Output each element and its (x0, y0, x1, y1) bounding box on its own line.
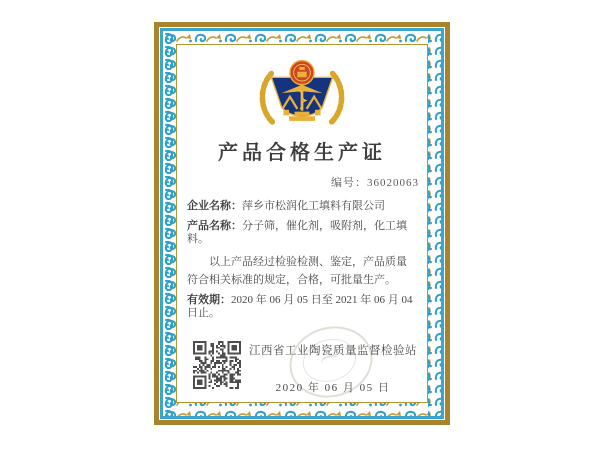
ornament-border-band (163, 31, 441, 416)
serial-number: 36020063 (367, 177, 419, 189)
issuer-name: 江西省工业陶瓷质量监督检验站 (249, 345, 417, 357)
serial-number-row (177, 174, 427, 190)
cyan-frame (160, 28, 444, 419)
company-name-value: 萍乡市松润化工填料有限公司 (242, 200, 385, 212)
validity-row (187, 294, 417, 320)
company-name-row (187, 200, 417, 213)
signature-section (177, 341, 427, 395)
certificate-inner (176, 44, 428, 403)
serial-label: 编号： (331, 177, 367, 189)
certificate-body (177, 200, 427, 320)
certificate (154, 22, 450, 425)
product-name-label: 产品名称： (187, 220, 242, 232)
company-name-label: 企业名称： (187, 200, 242, 212)
issuer-block (241, 341, 425, 395)
validity-value: 2020 年 06 月 05 日至 2021 年 06 月 04 日止。 (187, 294, 413, 319)
quality-supervision-emblem-icon (255, 55, 349, 133)
certificate-title: 产品合格生产证 (218, 142, 386, 164)
product-name-row (187, 220, 417, 246)
validity-label: 有效期： (187, 294, 231, 306)
issue-date: 2020 年 06 月 05 日 (275, 382, 391, 394)
inspection-statement: 以上产品经过检验检测、鉴定，产品质量符合相关标准的规定，合格，可批量生产。 (187, 256, 407, 286)
qr-code-icon (193, 341, 241, 389)
product-name-value: 分子筛，催化剂，吸附剂，化工填料。 (187, 220, 407, 245)
